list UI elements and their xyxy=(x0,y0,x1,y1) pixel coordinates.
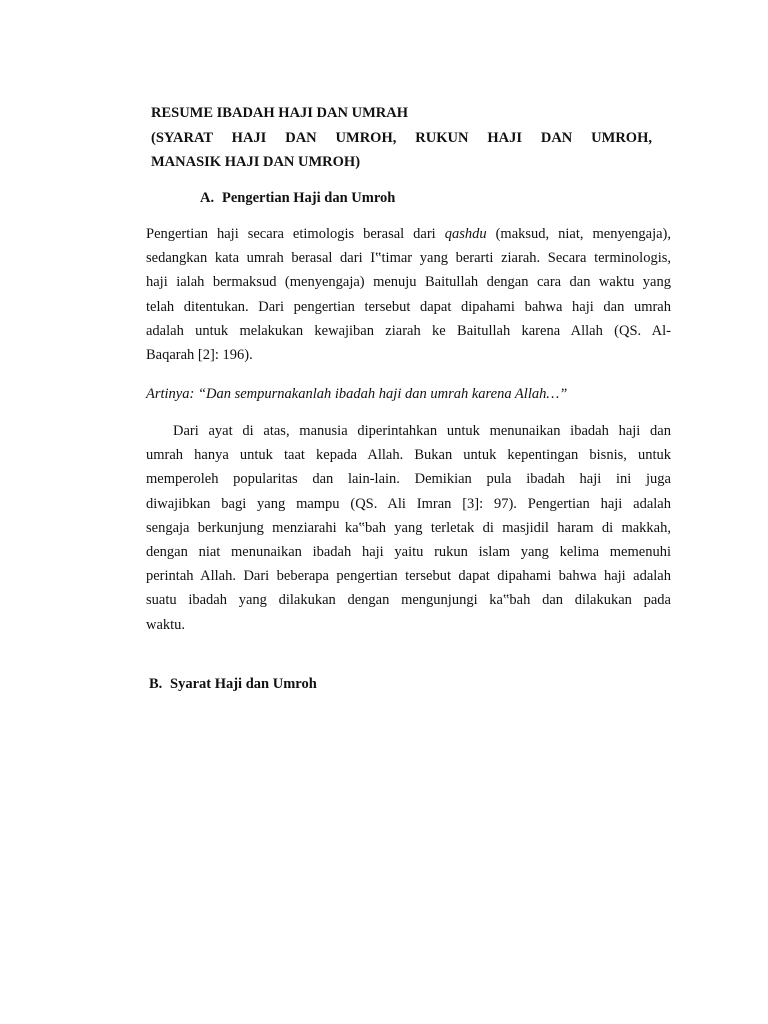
section-a-heading xyxy=(200,188,395,208)
paragraph-line: memperoleh popularitas dan lain-lain. Demikian pula ibadah haji ini juga xyxy=(146,471,671,488)
section-a-paragraph-1 xyxy=(146,222,671,367)
section-b-heading xyxy=(149,674,317,694)
section-a-number: A. xyxy=(200,190,215,206)
verse-translation: Artinya: “Dan sempurnakanlah ibadah haji dan umrah karena Allah…” xyxy=(146,386,568,402)
paragraph-line: diwajibkan bagi yang mampu (QS. Ali Imran [3]: 97). Pengertian haji adalah xyxy=(146,495,671,512)
paragraph-line: waktu. xyxy=(146,616,186,633)
section-b-number: B. xyxy=(149,676,163,692)
paragraph-line: haji ialah bermaksud (menyengaja) menuju Baitullah dengan cara dan waktu yang xyxy=(146,274,671,291)
paragraph-line: Dari ayat di atas, manusia diperintahkan untuk menunaikan ibadah haji dan xyxy=(173,423,671,439)
paragraph-line: dengan niat menunaikan ibadah haji yaitu rukun islam yang kelima memenuhi xyxy=(146,543,671,560)
title-line-1: RESUME IBADAH HAJI DAN UMRAH xyxy=(151,105,408,121)
paragraph-text: Pengertian haji secara etimologis berasal dari xyxy=(146,226,445,242)
title-line-2: (SYARAT HAJI DAN UMROH, RUKUN HAJI DAN UMROH, xyxy=(151,129,652,146)
section-a-title: Pengertian Haji dan Umroh xyxy=(222,190,396,206)
title-line-3: MANASIK HAJI DAN UMROH) xyxy=(151,154,361,170)
paragraph-line: sengaja berkunjung menziarahi ka‟bah yang terletak di masjidil haram di makkah, xyxy=(146,519,671,536)
paragraph-line: adalah untuk melakukan kewajiban ziarah ke Baitullah karena Allah (QS. Al- xyxy=(146,322,671,339)
paragraph-line: sedangkan kata umrah berasal dari I‟timar yang berarti ziarah. Secara terminologis, xyxy=(146,250,671,267)
document-title xyxy=(151,101,652,175)
section-b-title: Syarat Haji dan Umroh xyxy=(170,676,317,692)
paragraph-line: umrah hanya untuk taat kepada Allah. Bukan untuk kepentingan bisnis, untuk xyxy=(146,447,671,464)
paragraph-line: suatu ibadah yang dilakukan dengan mengunjungi ka‟bah dan dilakukan pada xyxy=(146,592,671,609)
paragraph-text: (maksud, niat, menyengaja), xyxy=(486,226,671,242)
paragraph-line: perintah Allah. Dari beberapa pengertian tersebut dapat dipahami bahwa haji adalah xyxy=(146,568,671,585)
section-a-paragraph-2 xyxy=(146,419,671,637)
paragraph-line: telah ditentukan. Dari pengertian tersebut dapat dipahami bahwa haji dan umrah xyxy=(146,298,671,315)
paragraph-line: Baqarah [2]: 196). xyxy=(146,346,253,363)
italic-term: qashdu xyxy=(444,226,487,242)
paragraph-line xyxy=(146,222,671,246)
